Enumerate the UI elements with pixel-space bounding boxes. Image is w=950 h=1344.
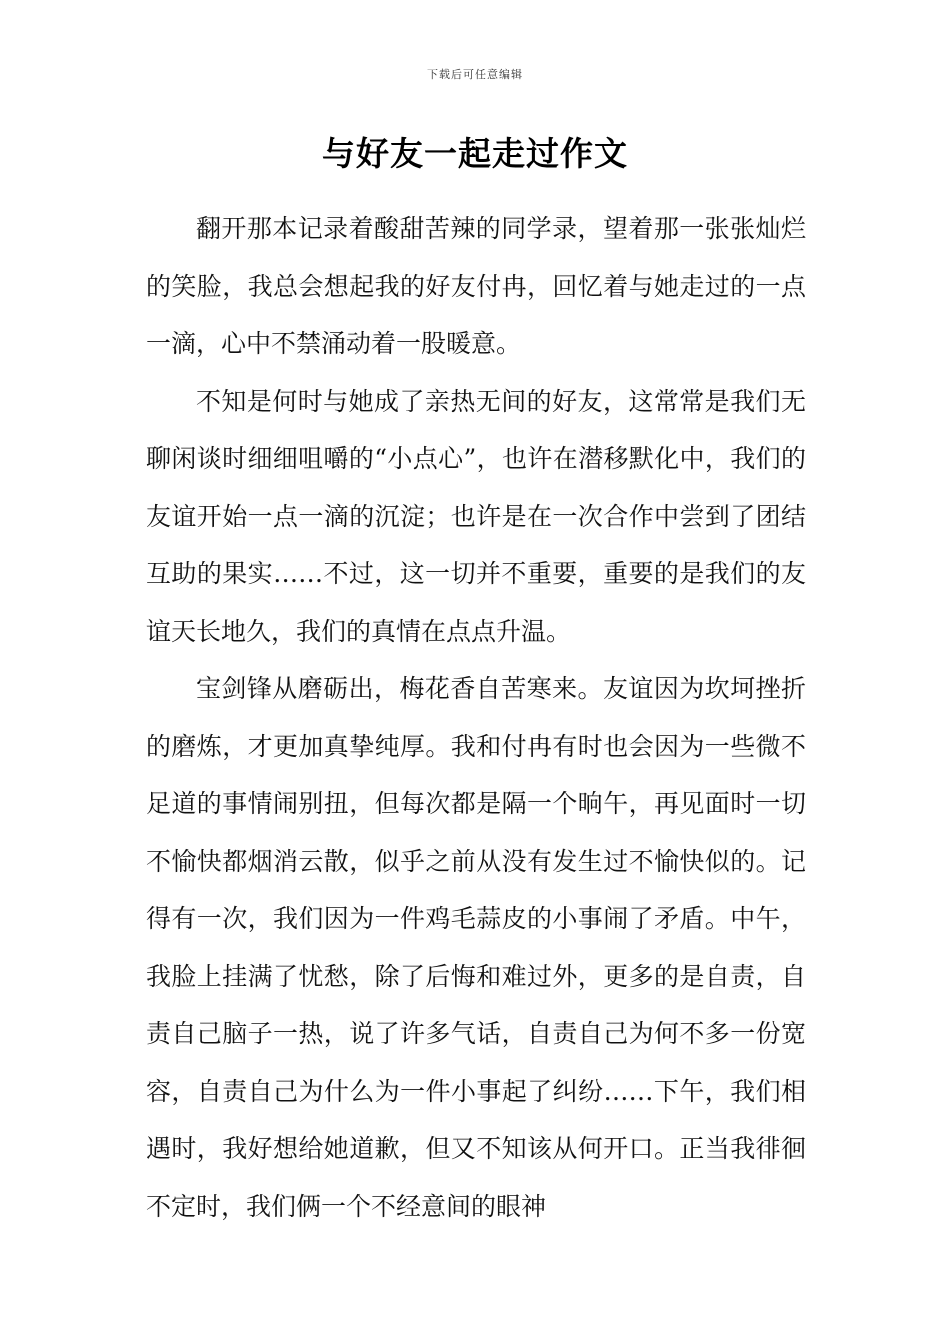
header-note: 下载后可任意编辑 [427, 68, 523, 81]
paragraph-3: 宝剑锋从磨砺出，梅花香自苦寒来。友谊因为坎坷挫折的磨炼，才更加真挚纯厚。我和付冉有时也会因为一些微不足道的事情闹别扭，但每次都是隔一个晌午，再见面时一切不愉快都烟消云散，似乎之前从没有发生过不愉快似的。记得有一次，我们因为一件鸡毛蒜皮的小事闹了矛盾。中午，我脸上挂满了忧愁，除了后悔和难过外，更多的是自责，自责自己脑子一热，说了许多气话，自责自己为何不多一份宽容，自责自己为什么为一件小事起了纠纷……下午，我们相遇时，我好想给她道歉，但又不知该从何开口。正当我徘徊不定时，我们俩一个不经意间的眼神 [146, 674, 806, 1221]
document-title: 与好友一起走过作文 [322, 134, 628, 173]
paragraph-2: 不知是何时与她成了亲热无间的好友，这常常是我们无聊闲谈时细细咀嚼的“小点心”，也许在潜移默化中，我们的友谊开始一点一滴的沉淀；也许是在一次合作中尝到了团结互助的果实……不过，这一切并不重要，重要的是我们的友谊天长地久，我们的真情在点点升温。 [146, 386, 806, 646]
document-body [146, 200, 806, 1235]
paragraph-1: 翻开那本记录着酸甜苦辣的同学录，望着那一张张灿烂的笑脸，我总会想起我的好友付冉，回忆着与她走过的一点一滴，心中不禁涌动着一股暖意。 [146, 214, 806, 358]
